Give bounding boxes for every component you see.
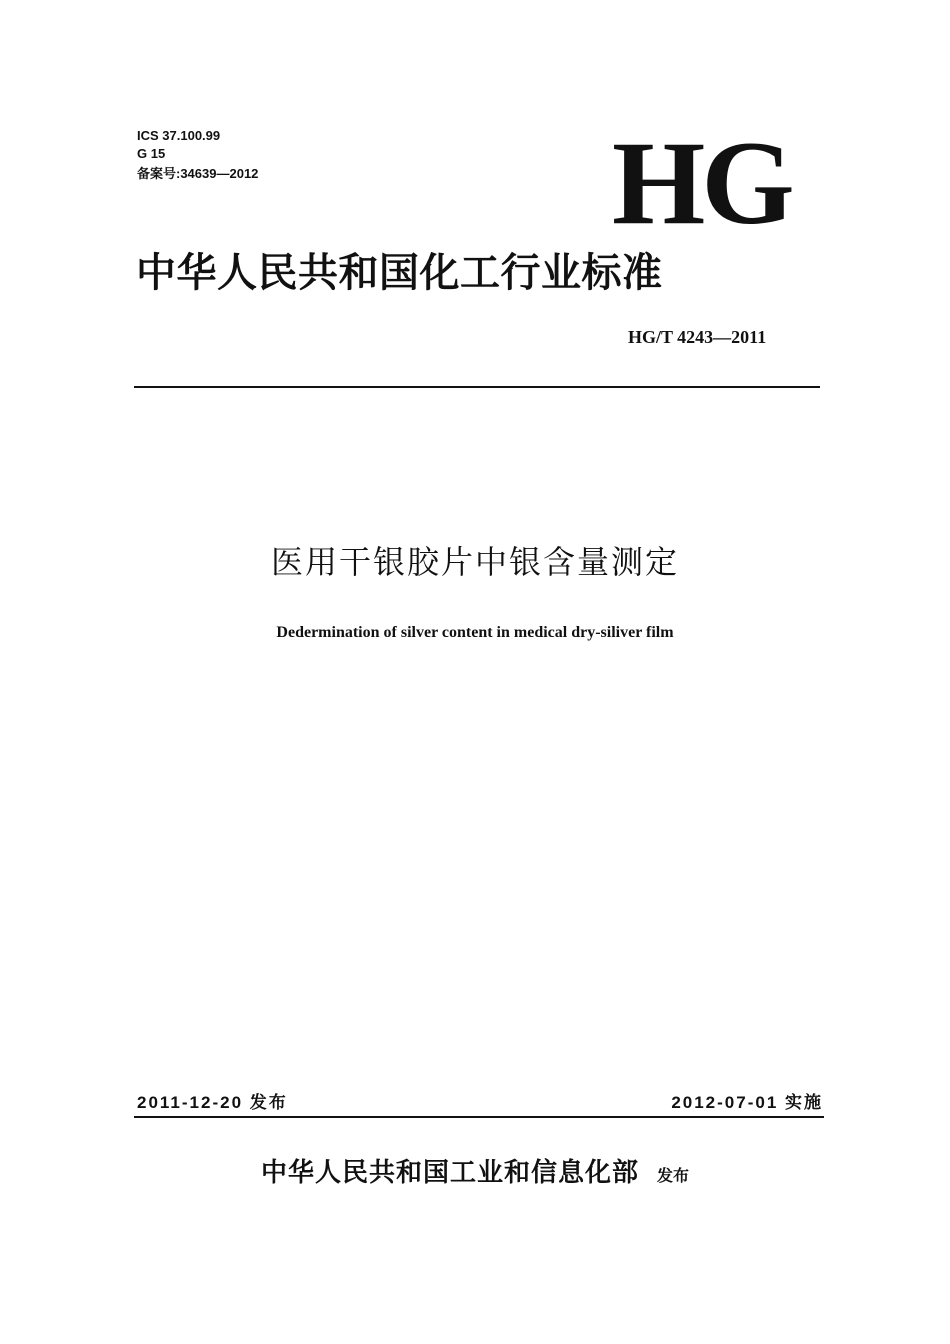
ics-code: ICS 37.100.99 — [137, 128, 221, 143]
standard-number: HG/T 4243—2011 — [628, 327, 767, 347]
standard-category-title: 中华人民共和国化工行业标准 — [136, 250, 663, 296]
issuer-action: 发布 — [657, 1166, 690, 1185]
issue-date: 2011-12-20 发布 — [137, 1093, 288, 1112]
hg-logo: HG — [612, 116, 791, 249]
footer-divider — [134, 1116, 824, 1118]
issuer — [0, 1156, 950, 1193]
header-divider — [134, 386, 820, 388]
implementation-date: 2012-07-01 实施 — [671, 1093, 823, 1112]
document-title-cn: 医用干银胶片中银含量测定 — [270, 543, 679, 581]
issuer-name: 中华人民共和国工业和信息化部 — [260, 1158, 639, 1188]
document-title-en: Dedermination of silver content in medical dry-siliver film — [276, 624, 674, 641]
record-number: 备案号:34639—2012 — [137, 166, 259, 181]
classification-code: G 15 — [137, 146, 166, 161]
